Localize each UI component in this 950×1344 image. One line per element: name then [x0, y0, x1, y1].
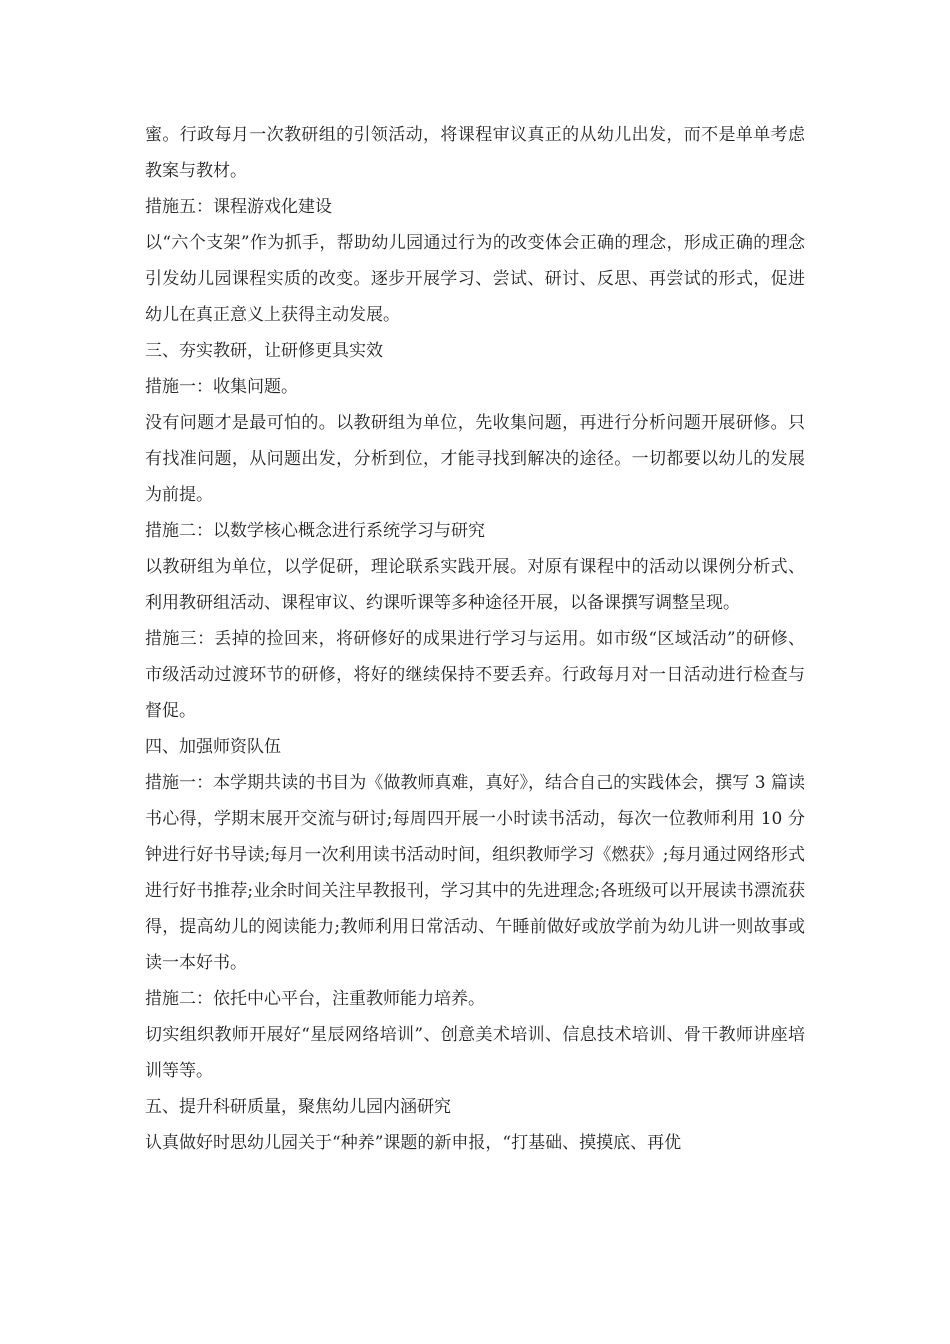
measure-1-paragraph: 措施一：本学期共读的书目为《做教师真难，真好》，结合自己的实践体会，撰写 3 篇读书心得，学期末展开交流与研讨;每周四开展一小时读书活动，每次一位教师利用 10 分钟进行好书导读;每月一次利用读书活动时间，组织教师学习《燃获》;每月通过网络形式进行好书推荐;业余时间关注早教报刊，学习其中的先进理念;各班级可以开展读书漂流获得，提高幼儿的阅读能力;教师利用日常活动、午睡前做好或放学前为幼儿讲一则故事或读一本好书。 — [145, 773, 805, 973]
paragraph: 以“六个支架”作为抓手，帮助幼儿园通过行为的改变体会正确的理念，形成正确的理念引发幼儿园课程实质的改变。逐步开展学习、尝试、研讨、反思、再尝试的形式，促进幼儿在真正意义上获得主动发展。 — [145, 233, 805, 325]
paragraph: 切实组织教师开展好“星辰网络培训”、创意美术培训、信息技术培训、骨干教师讲座培训等等。 — [145, 1025, 805, 1081]
measure-2-heading: 措施二：依托中心平台，注重教师能力培养。 — [145, 989, 485, 1009]
measure-1-heading: 措施一：收集问题。 — [145, 377, 298, 397]
measure-5-heading: 措施五：课程游戏化建设 — [145, 197, 332, 217]
paragraph-continuation: 蜜。行政每月一次教研组的引领活动，将课程审议真正的从幼儿出发，而不是单单考虑教案与教材。 — [145, 125, 805, 181]
paragraph: 没有问题才是最可怕的。以教研组为单位，先收集问题，再进行分析问题开展研修。只有找准问题，从问题出发，分析到位，才能寻找到解决的途径。一切都要以幼儿的发展为前提。 — [145, 413, 805, 505]
paragraph: 以教研组为单位，以学促研，理论联系实践开展。对原有课程中的活动以课例分析式、利用教研组活动、课程审议、约课听课等多种途径开展，以备课撰写调整呈现。 — [145, 557, 805, 613]
paragraph-truncated: 认真做好时思幼儿园关于“种养”课题的新申报，“打基础、摸摸底、再优 — [145, 1133, 682, 1153]
measure-3-paragraph: 措施三：丢掉的捡回来，将研修好的成果进行学习与运用。如市级“区域活动”的研修、市级活动过渡环节的研修，将好的继续保持不要丢弃。行政每月对一日活动进行检查与督促。 — [145, 629, 805, 721]
section-4-heading: 四、加强师资队伍 — [145, 737, 281, 757]
document-body — [145, 117, 805, 1161]
section-5-heading: 五、提升科研质量，聚焦幼儿园内涵研究 — [145, 1097, 451, 1117]
measure-2-heading: 措施二：以数学核心概念进行系统学习与研究 — [145, 521, 485, 541]
section-3-heading: 三、夯实教研，让研修更具实效 — [145, 341, 383, 361]
